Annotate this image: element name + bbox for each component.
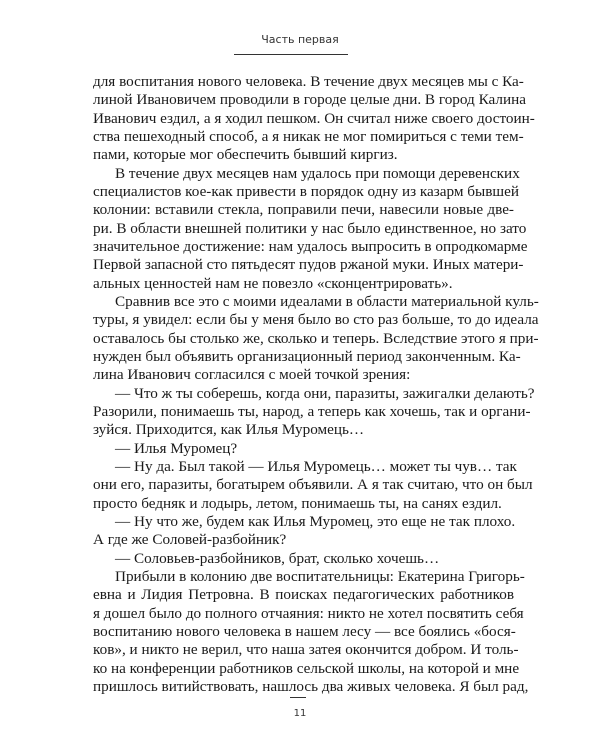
- text-line: нужден был объявить организационный период законченным. Ка-: [93, 347, 521, 365]
- text-line: ства пешеходный способ, а я никак не мог помириться с теми тем-: [93, 127, 524, 145]
- text-line: колонии: вставили стекла, поправили печи, навесили новые две-: [93, 201, 514, 219]
- text-line: В течение двух месяцев нам удалось при помощи деревенских: [115, 164, 520, 182]
- text-line: ков», и никто не верил, что наша затея окончится добром. И толь-: [93, 641, 519, 659]
- text-line: для воспитания нового человека. В течение двух месяцев мы с Ка-: [93, 73, 524, 90]
- text-line: — Илья Муромец?: [115, 439, 238, 457]
- text-line: — Соловьев-разбойников, брат, сколько хочешь…: [115, 549, 440, 567]
- text-line: Прибыли в колонию две воспитательницы: Екатерина Григорь-: [115, 567, 525, 585]
- text-line: А где же Соловей-разбойник?: [93, 531, 287, 549]
- text-line: — Что ж ты соберешь, когда они, паразиты, зажигалки делають?: [115, 384, 535, 402]
- text-line: специалистов кое-как привести в порядок одну из казарм бывшей: [93, 182, 519, 200]
- text-line: они его, паразиты, богатырем объявили. А я так считаю, что он был: [93, 476, 533, 494]
- text-line: туры, я увидел: если бы у меня было во сто раз больше, то до идеала: [93, 311, 539, 329]
- text-line: Первой запасной сто пятьдесят пудов ржаной муки. Иных матери-: [93, 256, 524, 274]
- text-line: просто бедняк и лодырь, летом, понимаешь ты, на санях ездил.: [93, 494, 502, 512]
- text-line: пришлось витийствовать, нашлось два живых человека. Я был рад,: [93, 677, 529, 695]
- text-line: оставалось бы столько же, сколько и теперь. Вследствие этого я при-: [93, 329, 539, 347]
- text-line: альных ценностей нам не повезло «сконцентрировать».: [93, 274, 453, 292]
- text-line: лина Иванович согласился с моей точкой зрения:: [93, 366, 411, 384]
- running-header: Часть первая: [261, 33, 339, 46]
- text-line: — Ну да. Был такой — Илья Муромець… может ты чув… так: [115, 457, 517, 475]
- text-line: Сравнив все это с моими идеалами в области материальной куль-: [115, 292, 539, 310]
- text-line: зуйся. Приходится, как Илья Муромець…: [93, 421, 365, 439]
- text-line: пами, которые мог обеспечить бывший киргиз.: [93, 146, 398, 164]
- text-line: — Ну что же, будем как Илья Муромец, это еще не так плохо.: [115, 512, 516, 530]
- text-line: Иванович ездил, а я ходил пешком. Он считал ниже своего достоин-: [93, 109, 535, 127]
- text-line: ри. В области внешней политики у нас было единственное, но зато: [93, 219, 527, 237]
- text-line: я дошел было до полного отчаяния: никто не хотел посвятить себя: [93, 604, 524, 622]
- text-line: линой Ивановичем проводили в городе целые дни. В город Калина: [93, 91, 526, 109]
- body-text: [93, 73, 539, 696]
- text-line: воспитанию нового человека в нашем лесу — все боялись «бося-: [93, 622, 516, 640]
- page-number: 11: [293, 708, 307, 719]
- header-rule: [234, 54, 348, 55]
- text-line: ко на конференции работников сельской школы, на которой и мне: [93, 659, 520, 677]
- text-line: евна и Лидия Петровна. В поисках педагогических работников: [93, 586, 514, 604]
- text-line: Разорили, понимаешь ты, народ, а теперь как хочешь, так и органи-: [93, 402, 531, 420]
- footer-rule: [290, 697, 306, 698]
- text-line: значительное достижение: нам удалось выпросить в опродкомарме: [93, 237, 528, 255]
